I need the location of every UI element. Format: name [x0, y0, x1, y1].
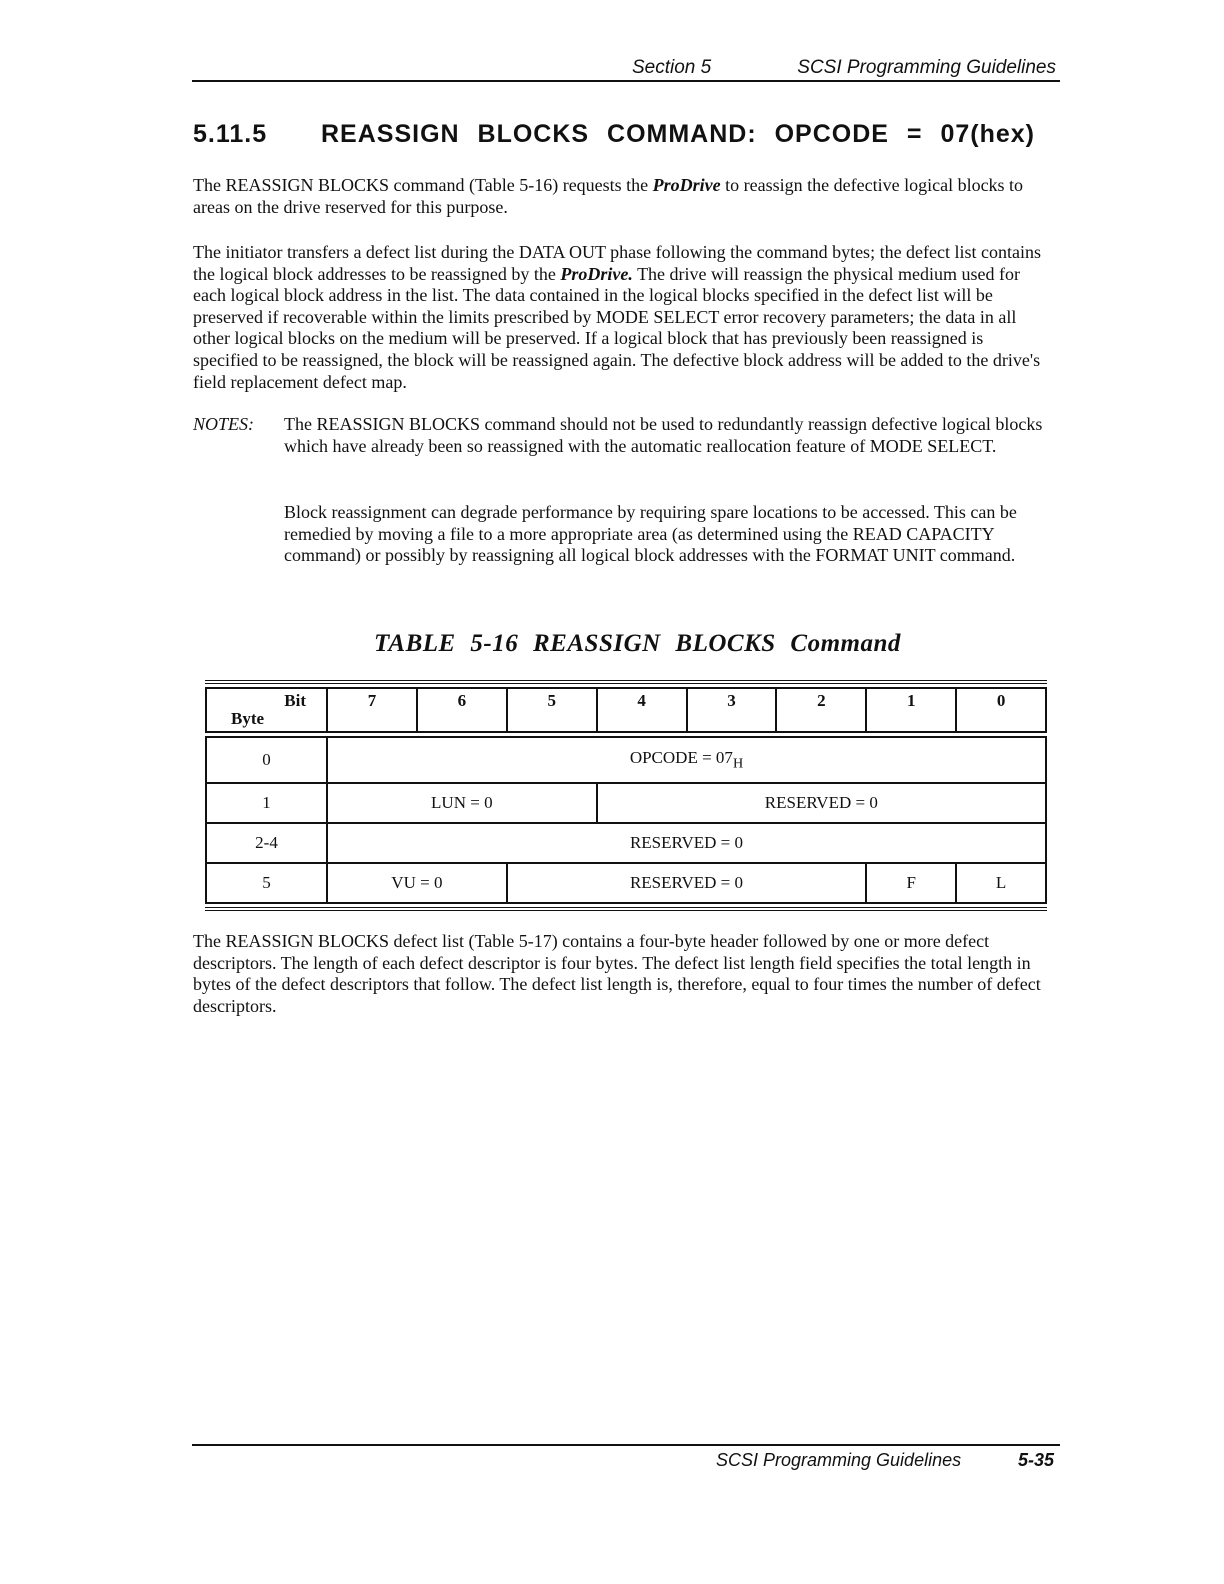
table-row — [206, 863, 1046, 903]
paragraph-intro — [193, 175, 1048, 218]
bit-4-header: 4 — [597, 688, 687, 732]
header-title: SCSI Programming Guidelines — [797, 57, 1056, 78]
table-header-row — [206, 688, 1046, 732]
byte-1-cell: 1 — [206, 783, 327, 823]
footer-title: SCSI Programming Guidelines — [716, 1450, 962, 1470]
opcode-cell — [327, 737, 1046, 783]
bit-5-header: 5 — [507, 688, 597, 732]
table-row — [206, 783, 1046, 823]
reserved-cell: RESERVED = 0 — [327, 823, 1046, 863]
paragraph-defect-text-a: The initiator transfers a defect list during the DATA OUT phase following the command bytes; the defect list contains the logical block addresses to be reassigned by the — [193, 242, 1042, 284]
section-title: REASSIGN BLOCKS COMMAND: OPCODE = 07(hex) — [321, 120, 1035, 148]
page-number: 5-35 — [1017, 1450, 1054, 1470]
command-table — [205, 687, 1047, 904]
reserved-cell: RESERVED = 0 — [507, 863, 867, 903]
bit-1-header: 1 — [866, 688, 956, 732]
prodrive-emphasis: ProDrive — [652, 175, 721, 195]
table-caption: TABLE 5-16 REASSIGN BLOCKS Command — [374, 630, 901, 657]
paragraph-defect-list — [193, 242, 1048, 393]
table-row — [206, 823, 1046, 863]
header-section: Section 5 — [632, 57, 712, 78]
flag-f-cell: F — [866, 863, 956, 903]
paragraph-intro-text-a: The REASSIGN BLOCKS command (Table 5-16) requests the — [193, 175, 653, 195]
paragraph-defect-list-format: The REASSIGN BLOCKS defect list (Table 5-17) contains a four-byte header followed by one or more defect descriptors. The length of each defect descriptor is four bytes. The defect list length field specifies the total length in bytes of the defect descriptors that follow. The defect list length is, therefore, equal to four times the number of defect descriptors. — [193, 931, 1041, 1016]
page-footer — [192, 1444, 1060, 1474]
byte-2-4-cell: 2-4 — [206, 823, 327, 863]
prodrive-emphasis: ProDrive. — [560, 263, 633, 284]
section-number: 5.11.5 — [193, 120, 268, 148]
paragraph-intro-text-c: to reassign the defective logical blocks to areas on the drive reserved for this purpose. — [193, 175, 1024, 217]
lun-cell: LUN = 0 — [327, 783, 597, 823]
bit-byte-header — [206, 688, 327, 732]
opcode-subscript: H — [732, 755, 744, 772]
bit-6-header: 6 — [417, 688, 507, 732]
note-1: The REASSIGN BLOCKS command should not be used to redundantly reassign defective logical blocks which have already been so reassigned with the automatic reallocation feature of MODE SELECT. — [284, 414, 1043, 456]
bit-3-header: 3 — [687, 688, 777, 732]
page-header — [192, 56, 1060, 82]
bit-0-header: 0 — [956, 688, 1046, 732]
opcode-text: OPCODE = 07 — [629, 747, 733, 767]
table-row — [206, 737, 1046, 783]
byte-label: Byte — [231, 709, 265, 728]
bit-2-header: 2 — [776, 688, 866, 732]
reserved-cell: RESERVED = 0 — [597, 783, 1046, 823]
vu-cell: VU = 0 — [327, 863, 507, 903]
byte-5-cell: 5 — [206, 863, 327, 903]
bit-label: Bit — [284, 691, 306, 710]
command-table-frame — [205, 680, 1047, 911]
bit-7-header: 7 — [327, 688, 417, 732]
note-2: Block reassignment can degrade performance by requiring spare locations to be accessed. This can be remedied by moving a file to a more appropriate area (as determined using the READ CAPACITY command) or possibly by reassigning all logical block addresses with the FORMAT UNIT command. — [284, 502, 1017, 566]
byte-0-cell: 0 — [206, 737, 327, 783]
paragraph-defect-text-c: The drive will reassign the physical medium used for each logical block address in the list. The data contained in the logical blocks specified in the defect list will be preserved if recoverable within the limits prescribed by MODE SELECT error recovery parameters; the data in all other logical blocks on the medium will be preserved. If a logical block that has previously been reassigned is specified to be reassigned, the block will be reassigned again. The defective block address will be added to the drive's field replacement defect map. — [193, 263, 1041, 392]
notes-label: NOTES: — [193, 414, 255, 434]
link-l-cell: L — [956, 863, 1046, 903]
